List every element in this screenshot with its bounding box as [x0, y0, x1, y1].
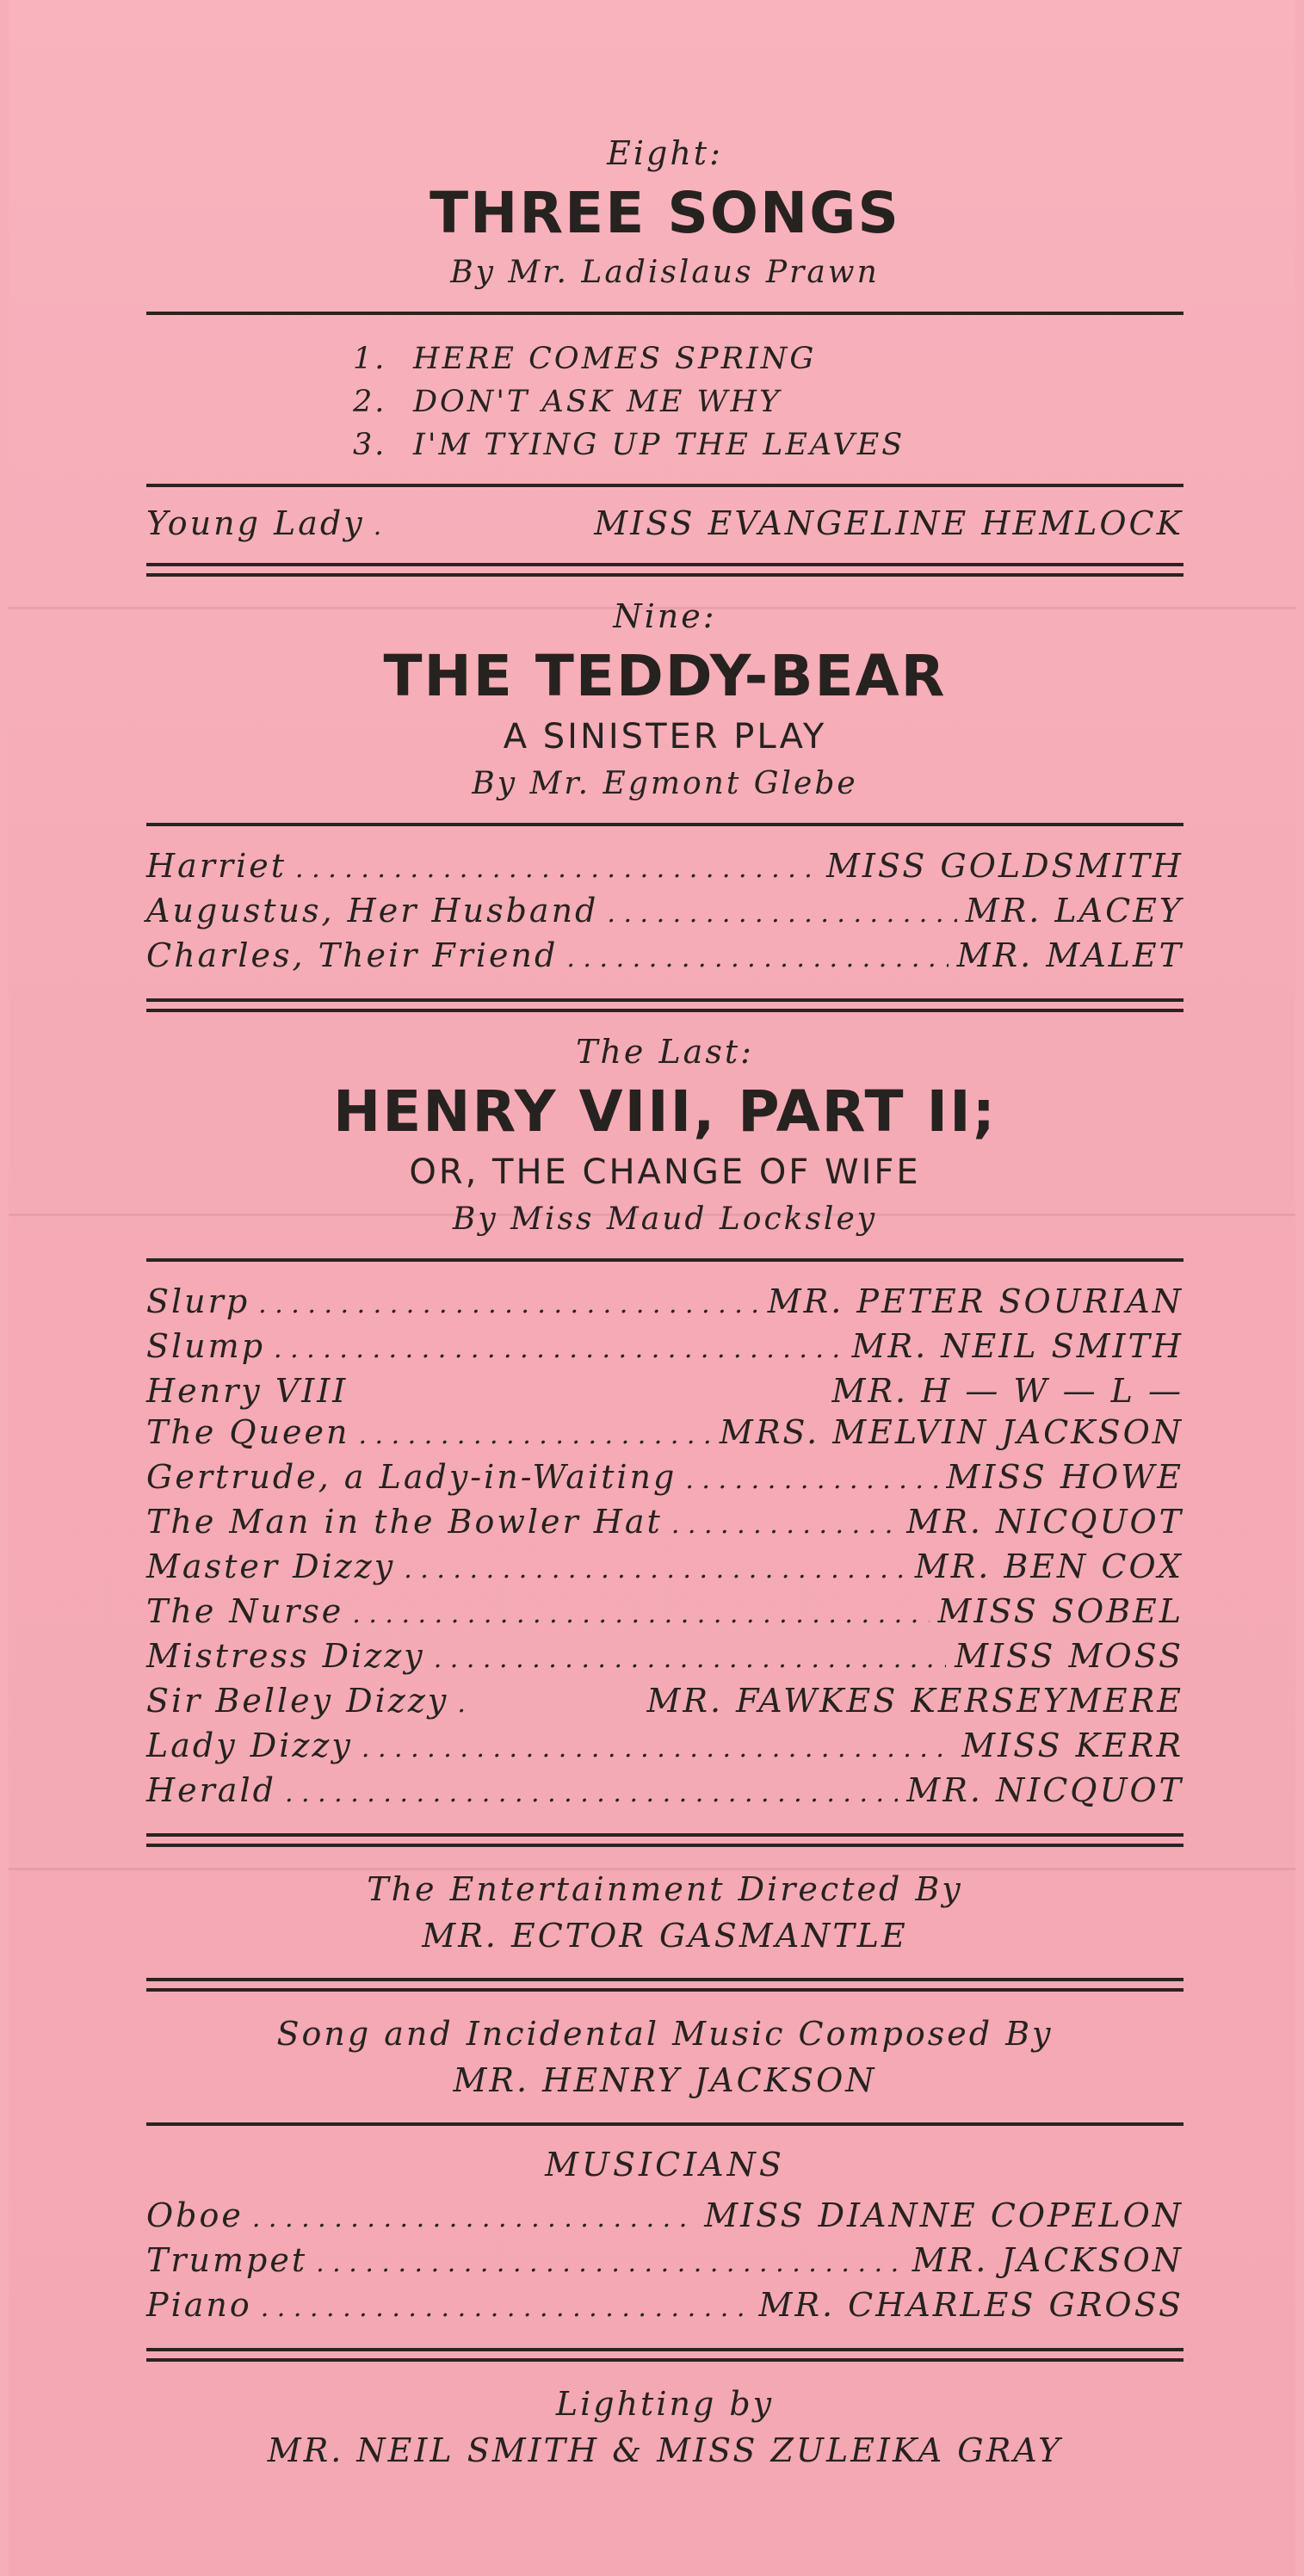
cast-row: Mistress Dizzy . . . MISS MOSS	[146, 1635, 1183, 1680]
cast-list	[146, 1281, 1183, 1814]
divider	[146, 484, 1183, 487]
musicians-list	[146, 2195, 1183, 2329]
lighting-label: Lighting by	[555, 2385, 775, 2423]
cast-row: Gertrude, a Lady-in-Waiting . . . MISS HOWE	[146, 1456, 1183, 1501]
musician-row: Oboe . . . MISS DIANNE COPELON	[146, 2195, 1183, 2239]
music-label: Song and Incidental Music Composed By	[276, 2015, 1054, 2053]
divider	[146, 1258, 1183, 1262]
cast-row: Lady Dizzy . . . MISS KERR	[146, 1725, 1183, 1770]
double-divider	[146, 563, 1183, 577]
section-label: Nine:	[613, 597, 717, 635]
song-item: 2. DON'T ASK ME WHY	[353, 385, 782, 419]
section-title: THE TEDDY-BEAR	[383, 643, 947, 709]
song-item: 3. I'M TYING UP THE LEAVES	[353, 428, 905, 462]
cast-row: Herald . . . MR. NICQUOT	[146, 1770, 1183, 1814]
section-title: THREE SONGS	[430, 180, 900, 246]
double-divider	[146, 998, 1183, 1012]
double-divider	[146, 1833, 1183, 1847]
song-item: 1. HERE COMES SPRING	[353, 342, 817, 376]
cast-row: Sir Belley Dizzy . MR. FAWKES KERSEYMERE	[146, 1680, 1183, 1725]
cast-row: The Nurse . . . MISS SOBEL	[146, 1591, 1183, 1635]
divider	[146, 2122, 1183, 2126]
directed-label: The Entertainment Directed By	[367, 1870, 963, 1908]
double-divider	[146, 2348, 1183, 2362]
double-divider	[146, 1978, 1183, 1992]
section-subtitle: A SINISTER PLAY	[503, 717, 827, 757]
program-content	[146, 129, 1183, 2474]
divider	[146, 823, 1183, 826]
cast-row: Charles, Their Friend . . . MR. MALET	[146, 935, 1183, 979]
cast-row: Augustus, Her Husband . . . MR. LACEY	[146, 890, 1183, 935]
section-byline: By Mr. Egmont Glebe	[472, 766, 858, 801]
divider	[146, 312, 1183, 315]
cast-row: Slump . . . MR. NEIL SMITH	[146, 1325, 1183, 1370]
section-byline: By Mr. Ladislaus Prawn	[450, 255, 880, 290]
lighting-names: MR. NEIL SMITH & MISS ZULEIKA GRAY	[267, 2431, 1063, 2469]
cast-row: Slurp . . . MR. PETER SOURIAN	[146, 1281, 1183, 1325]
cast-row: The Man in the Bowler Hat . . . MR. NICQUOT	[146, 1501, 1183, 1546]
section-label: The Last:	[576, 1033, 754, 1071]
section-subtitle: OR, THE CHANGE OF WIFE	[409, 1152, 921, 1192]
section-label: Eight:	[607, 134, 723, 172]
composer-name: MR. HENRY JACKSON	[453, 2061, 877, 2099]
director-name: MR. ECTOR GASMANTLE	[422, 1917, 908, 1955]
section-title: HENRY VIII, PART II;	[332, 1078, 998, 1145]
musician-row: Trumpet . . . MR. JACKSON	[146, 2239, 1183, 2284]
musician-row: Piano . . . MR. CHARLES GROSS	[146, 2284, 1183, 2329]
cast-row: The Queen . . . MRS. MELVIN JACKSON	[146, 1412, 1183, 1456]
cast-row: Henry VIII MR. H — W — L —	[146, 1372, 1183, 1410]
musicians-heading: MUSICIANS	[545, 2146, 785, 2184]
cast-row: Harriet . . . MISS GOLDSMITH	[146, 845, 1183, 890]
cast-row: Young Lady . MISS EVANGELINE HEMLOCK	[146, 503, 1183, 547]
cast-row: Master Dizzy . . . MR. BEN COX	[146, 1546, 1183, 1591]
song-list	[146, 337, 1183, 466]
cast-list	[146, 845, 1183, 979]
section-byline: By Miss Maud Locksley	[452, 1202, 878, 1237]
